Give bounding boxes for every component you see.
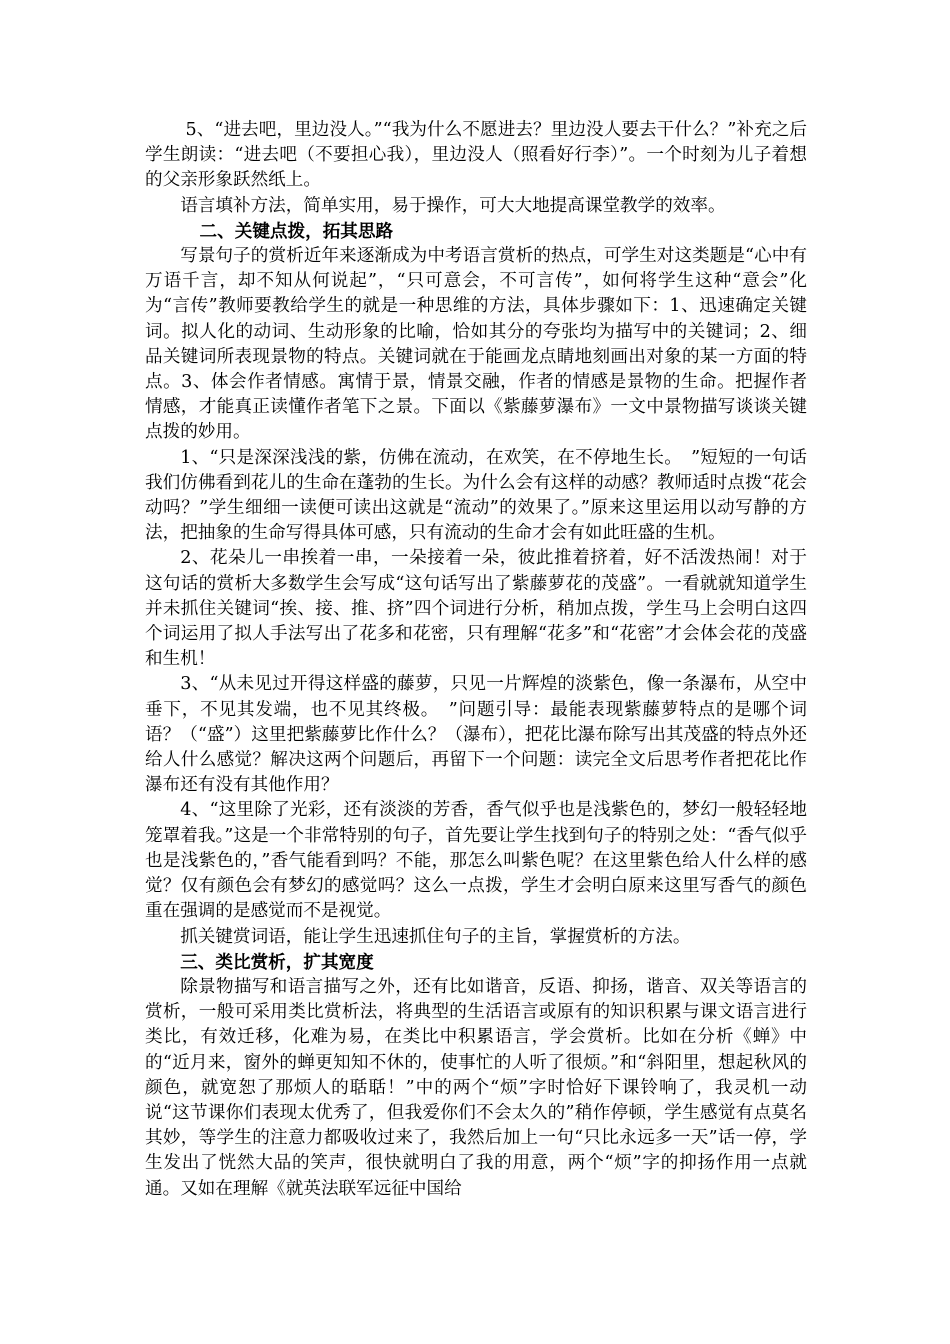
- paragraph-5-father: 5、“进去吧，里边没人。”“我为什么不愿进去？里边没人要去干什么？”补充之后学生朗读：“进去吧（不要担心我），里边没人（照看好行李）”。一个时刻为儿子着想的父亲形象跃然纸上。: [145, 120, 807, 191]
- section-heading-3: 三、类比赏析，扩其宽度: [180, 951, 374, 973]
- paragraph-example-3: 3、“从未见过开得这样盛的藤萝，只见一片辉煌的淡紫色，像一条瀑布，从空中垂下，不见其发端，也不见其终极。 ”问题引导：最能表现紫藤萝特点的是哪个词语？（“盛”）这里把紫藤萝比作什么？（瀑布），把花比瀑布除写出其茂盛的特点外还给人什么感觉？解决这两个问题后，再留下一个问题：读完全文后思考作者把花比作瀑布还有没有其他作用？: [145, 674, 807, 796]
- paragraph-summary-key: 抓关键赏词语，能让学生迅速抓住句子的主旨，掌握赏析的方法。: [180, 926, 691, 947]
- section-heading-2: 二、关键点拨，拓其思路: [199, 220, 394, 242]
- paragraph-analogy: 除景物描写和语言描写之外，还有比如谐音，反语、抑扬，谐音、双关等语言的赏析，一般可采用类比赏析法，将典型的生活语言或原有的知识积累与课文语言进行类比，有效迁移，化难为易，在类比中积累语言，学会赏析。比如在分析《蝉》中的“近月来，窗外的蝉更知知不休的，使事忙的人听了很烦。”和“斜阳里，想起秋风的颜色，就宽恕了那烦人的聒聒！”中的两个“烦”字时恰好下课铃响了，我灵机一动说“这节课你们表现太优秀了，但我爱你们不会太久的”稍作停顿，学生感觉有点莫名其妙，等学生的注意力都吸收过来了，我然后加上一句“只比永远多一天”话一停，学生发出了恍然大品的笑声，很快就明白了我的用意，两个“烦”字的抑扬作用一点就通。又如在理解《就英法联军远征中国给: [145, 976, 807, 1199]
- paragraph-key-intro: 写景句子的赏析近年来逐渐成为中考语言赏析的热点，可学生对这类题是“心中有万语千言，却不知从何说起”，“只可意会，不可言传”，如何将学生这种“意会”化为“言传”教师要教给学生的就是一种思维的方法，具体步骤如下：1、迅速确定关键词。拟人化的动词、生动形象的比喻，恰如其分的夸张均为描写中的关键词；2、细品关键词所表现景物的特点。关键词就在于能画龙点睛地刻画出对象的某一方面的特点。3、体会作者情感。寓情于景，情景交融，作者的情感是景物的生命。把握作者情感，才能真正读懂作者笔下之景。下面以《紫藤萝瀑布》一文中景物描写谈谈关键点拨的妙用。: [145, 246, 807, 443]
- paragraph-summary-fill: 语言填补方法，简单实用，易于操作，可大大地提高课堂教学的效率。: [180, 195, 726, 216]
- paragraph-example-1: 1、“只是深深浅浅的紫，仿佛在流动，在欢笑，在不停地生长。 ”短短的一句话我们仿佛看到花儿的生命在蓬勃的生长。为什么会有这样的动感？教师适时点拨“花会动吗？”学生细细一读便可读出这就是“流动”的效果了。”原来这里运用以动写静的方法，把抽象的生命写得具体可感，只有流动的生命才会有如此旺盛的生机。: [145, 447, 807, 544]
- document-page: [145, 118, 807, 1202]
- paragraph-example-2: 2、花朵儿一串挨着一串，一朵接着一朵，彼此推着挤着，好不活泼热闹！对于这句话的赏析大多数学生会写成“这句话写出了紫藤萝花的茂盛”。一看就就知道学生并未抓住关键词“挨、接、推、挤”四个词进行分析，稍加点拨，学生马上会明白这四个词运用了拟人手法写出了花多和花密，只有理解“花多”和“花密”才会体会花的茂盛和生机！: [145, 548, 807, 670]
- paragraph-example-4: 4、“这里除了光彩，还有淡淡的芳香，香气似乎也是浅紫色的，梦幻一般轻轻地笼罩着我。”这是一个非常特别的句子，首先要让学生找到句子的特别之处：“香气似乎也是浅紫色的，”香气能看到吗？不能，那怎么叫紫色呢？在这里紫色给人什么样的感觉？仅有颜色会有梦幻的感觉吗？这么一点拨，学生才会明白原来这里写香气的颜色重在强调的是感觉而不是视觉。: [145, 800, 807, 922]
